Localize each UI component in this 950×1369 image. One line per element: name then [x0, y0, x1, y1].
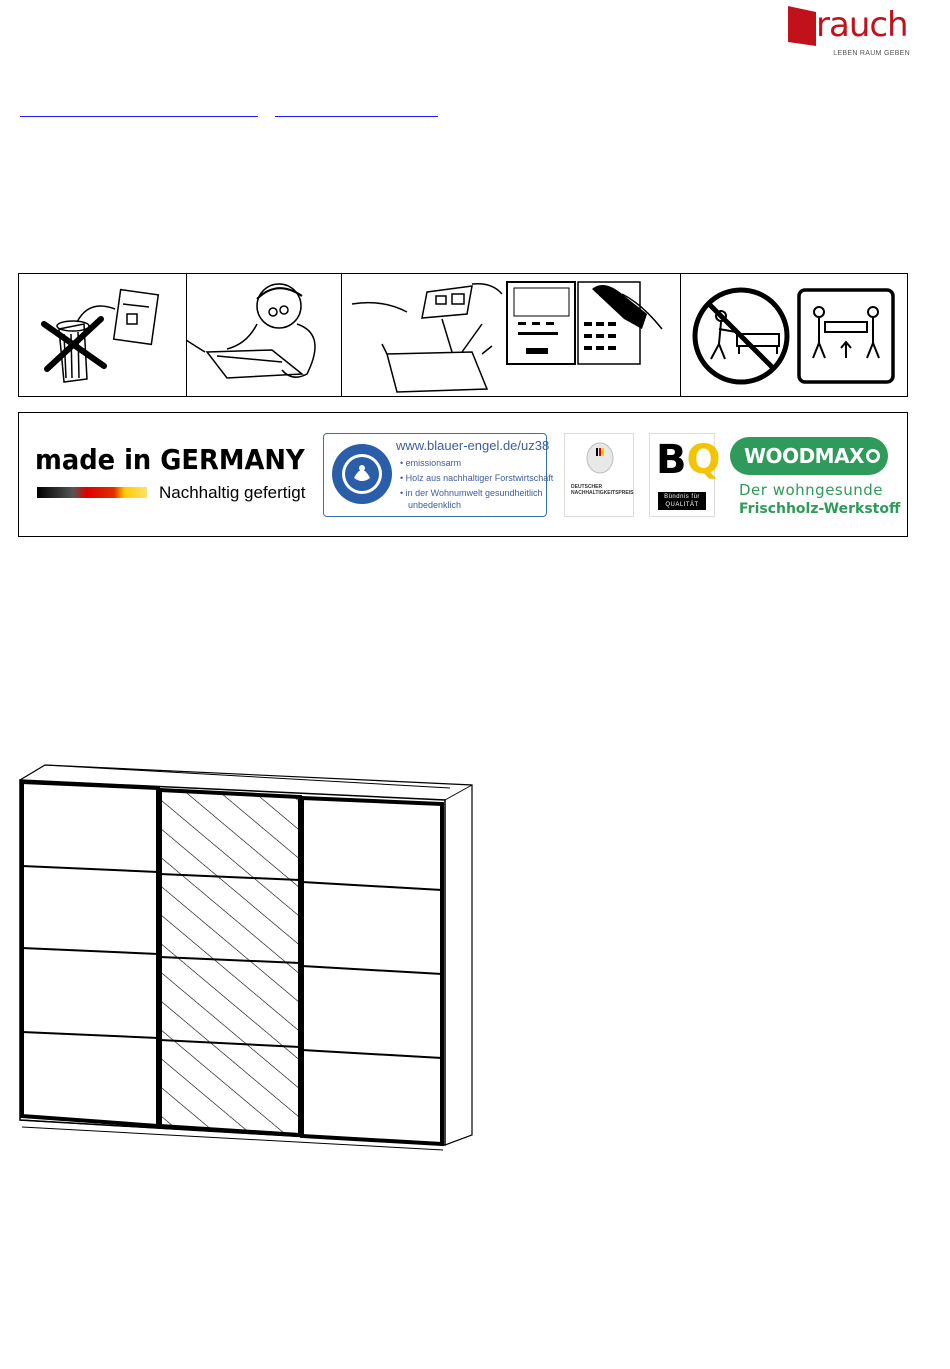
blauer-engel-point: • in der Wohnumwelt gesundheitlich: [400, 488, 543, 498]
woodmax-logo: [730, 437, 888, 475]
packaging-disposal-icon: [19, 274, 186, 396]
bq-logo: BQ: [656, 437, 721, 483]
header-link-2[interactable]: [275, 102, 438, 117]
read-instructions-icon: [187, 274, 341, 396]
wardrobe-sliding-doors-drawing: [10, 760, 490, 1160]
blauer-engel-point: • Holz aus nachhaltiger Forstwirtschaft: [400, 473, 554, 483]
german-flag-bar: [37, 487, 147, 498]
made-in-germany-title: made in GERMANY: [35, 443, 305, 476]
bq-label: Bündnis für QUALITÄT: [658, 492, 706, 510]
award-trophy-icon: [585, 442, 615, 476]
nachhaltigkeitspreis-label: DEUTSCHER NACHHALTIGKEITSPREIS: [571, 484, 634, 496]
woodmax-tagline-2: Frischholz-Werkstoff: [739, 501, 901, 517]
store-instructions-icon: [342, 274, 680, 396]
blauer-engel-point: unbedenklich: [408, 500, 462, 510]
lift-carry-icon: [797, 288, 895, 384]
bq-badge: [649, 433, 721, 517]
header-link-1[interactable]: [20, 102, 258, 117]
woodmax-tagline-1: Der wohngesunde: [739, 481, 884, 499]
blauer-engel-url: www.blauer-engel.de/uz38: [396, 438, 550, 453]
blauer-engel-point: • emissionsarm: [400, 458, 462, 468]
blauer-engel-badge: [323, 433, 554, 517]
parts-checklist-icon: [507, 282, 662, 364]
rauch-logo: [786, 2, 914, 62]
instruction-panel: [18, 273, 908, 397]
certification-panel: [18, 412, 908, 537]
logo-tagline: LEBEN RAUM GEBEN: [833, 50, 910, 57]
made-in-germany-subtitle: Nachhaltig gefertigt: [159, 483, 306, 502]
nachhaltigkeitspreis-badge: [564, 433, 634, 517]
woodmax-name: WOODMAX: [744, 444, 864, 468]
blauer-engel-seal-icon: [330, 442, 394, 506]
logo-name: rauch: [816, 5, 908, 45]
woodmax-dot-icon: [866, 449, 880, 463]
